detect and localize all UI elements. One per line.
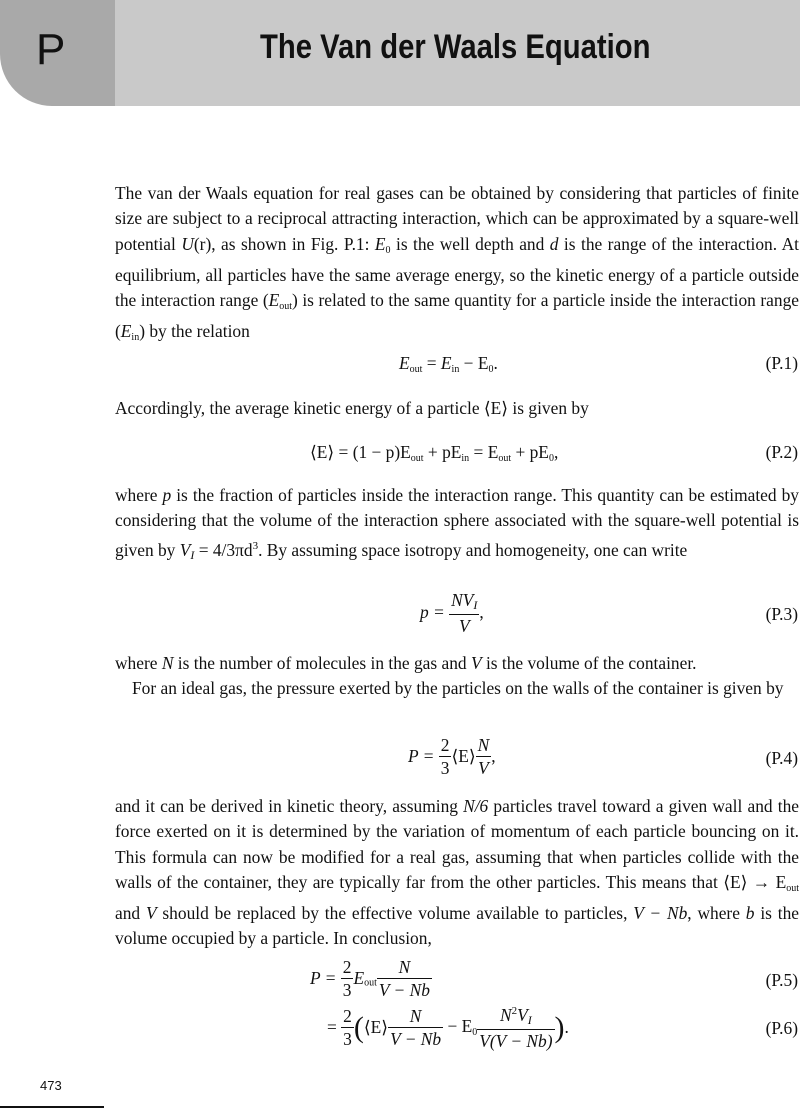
equation-p6: = $\frac{2}{3}$ (⟨E⟩ $\frac{N}{V - Nb}$ − $E_0$ $\frac{N^2VI}{V(V - Nb)}$ ). — [327, 1005, 569, 1051]
equation-number-p1: (P.1) — [765, 353, 798, 373]
equation-number-p6: (P.6) — [765, 1018, 798, 1038]
equation-number-p5: (P.5) — [765, 970, 798, 990]
chapter-tab — [0, 0, 115, 106]
equation-p4: P = $\frac{2}{3}$ ⟨E⟩ $\frac{N}{V}$ , — [408, 735, 496, 779]
equation-number-p4: (P.4) — [765, 748, 798, 768]
page-number: 473 — [40, 1078, 62, 1093]
chapter-title: The Van der Waals Equation — [260, 28, 651, 66]
paragraph-average-energy: Accordingly, the average kinetic energy of a particle ⟨E⟩ is given by — [115, 398, 589, 418]
chapter-letter: P — [36, 25, 66, 74]
chapter-header — [0, 0, 800, 106]
equation-p1: $E_{out} = E_{in} - E_0$. — [399, 353, 498, 375]
equation-p2: ⟨E⟩ = $(1 - p)E_{out} + pE_{in} = E_{out} + pE_0$, — [310, 442, 559, 464]
paragraph-kinetic-theory: and it can be derived in kinetic theory, assuming N/6 particles travel toward a given wall and the force exerted on it is determined by the variation of momentum of each particle bouncing on it. This formula can now be modified for a real gas, assuming that when particles collide with the walls of the container, they are typically far from the other particles. This means that ⟨E⟩ → $E_{out}$ and V should be replaced by the effective volume available to particles, V − Nb, where b is the volume occupied by a particle. In conclusion, — [115, 796, 799, 949]
equation-number-p3: (P.3) — [765, 604, 798, 624]
paragraph-fraction: where p is the fraction of particles inside the interaction range. This quantity can be estimated by considering that the volume of the interaction sphere associated with the square-well potential is given by VI = $4/3\pi d^3$. By assuming space isotropy and homogeneity, one can write — [115, 485, 799, 562]
equation-number-p2: (P.2) — [765, 442, 798, 462]
equation-p5: P = $\frac{2}{3}$ $E_{out}$ $\frac{N}{V - Nb}$ — [310, 957, 430, 1001]
paragraph-intro: The van der Waals equation for real gases can be obtained by considering that particles of finite size are subject to a reciprocal attracting interaction, which can be approximated by a square-well potential U(r), as shown in Fig. P.1: $E_0$ is the well depth and d is the range of the interaction. At equilibrium, all particles have the same average energy, so the kinetic energy of a particle outside the interaction range $(E_{out})$ is related to the same quantity for a particle inside the interaction range $(E_{in})$ by the relation — [115, 183, 799, 344]
paragraph-ideal-gas: For an ideal gas, the pressure exerted by the particles on the walls of the container is given by — [132, 678, 784, 698]
equation-p3: p = $\frac{\text{NVI}}{V}$ , — [420, 590, 484, 636]
paragraph-definitions: where N is the number of molecules in the gas and V is the volume of the container. — [115, 653, 697, 673]
